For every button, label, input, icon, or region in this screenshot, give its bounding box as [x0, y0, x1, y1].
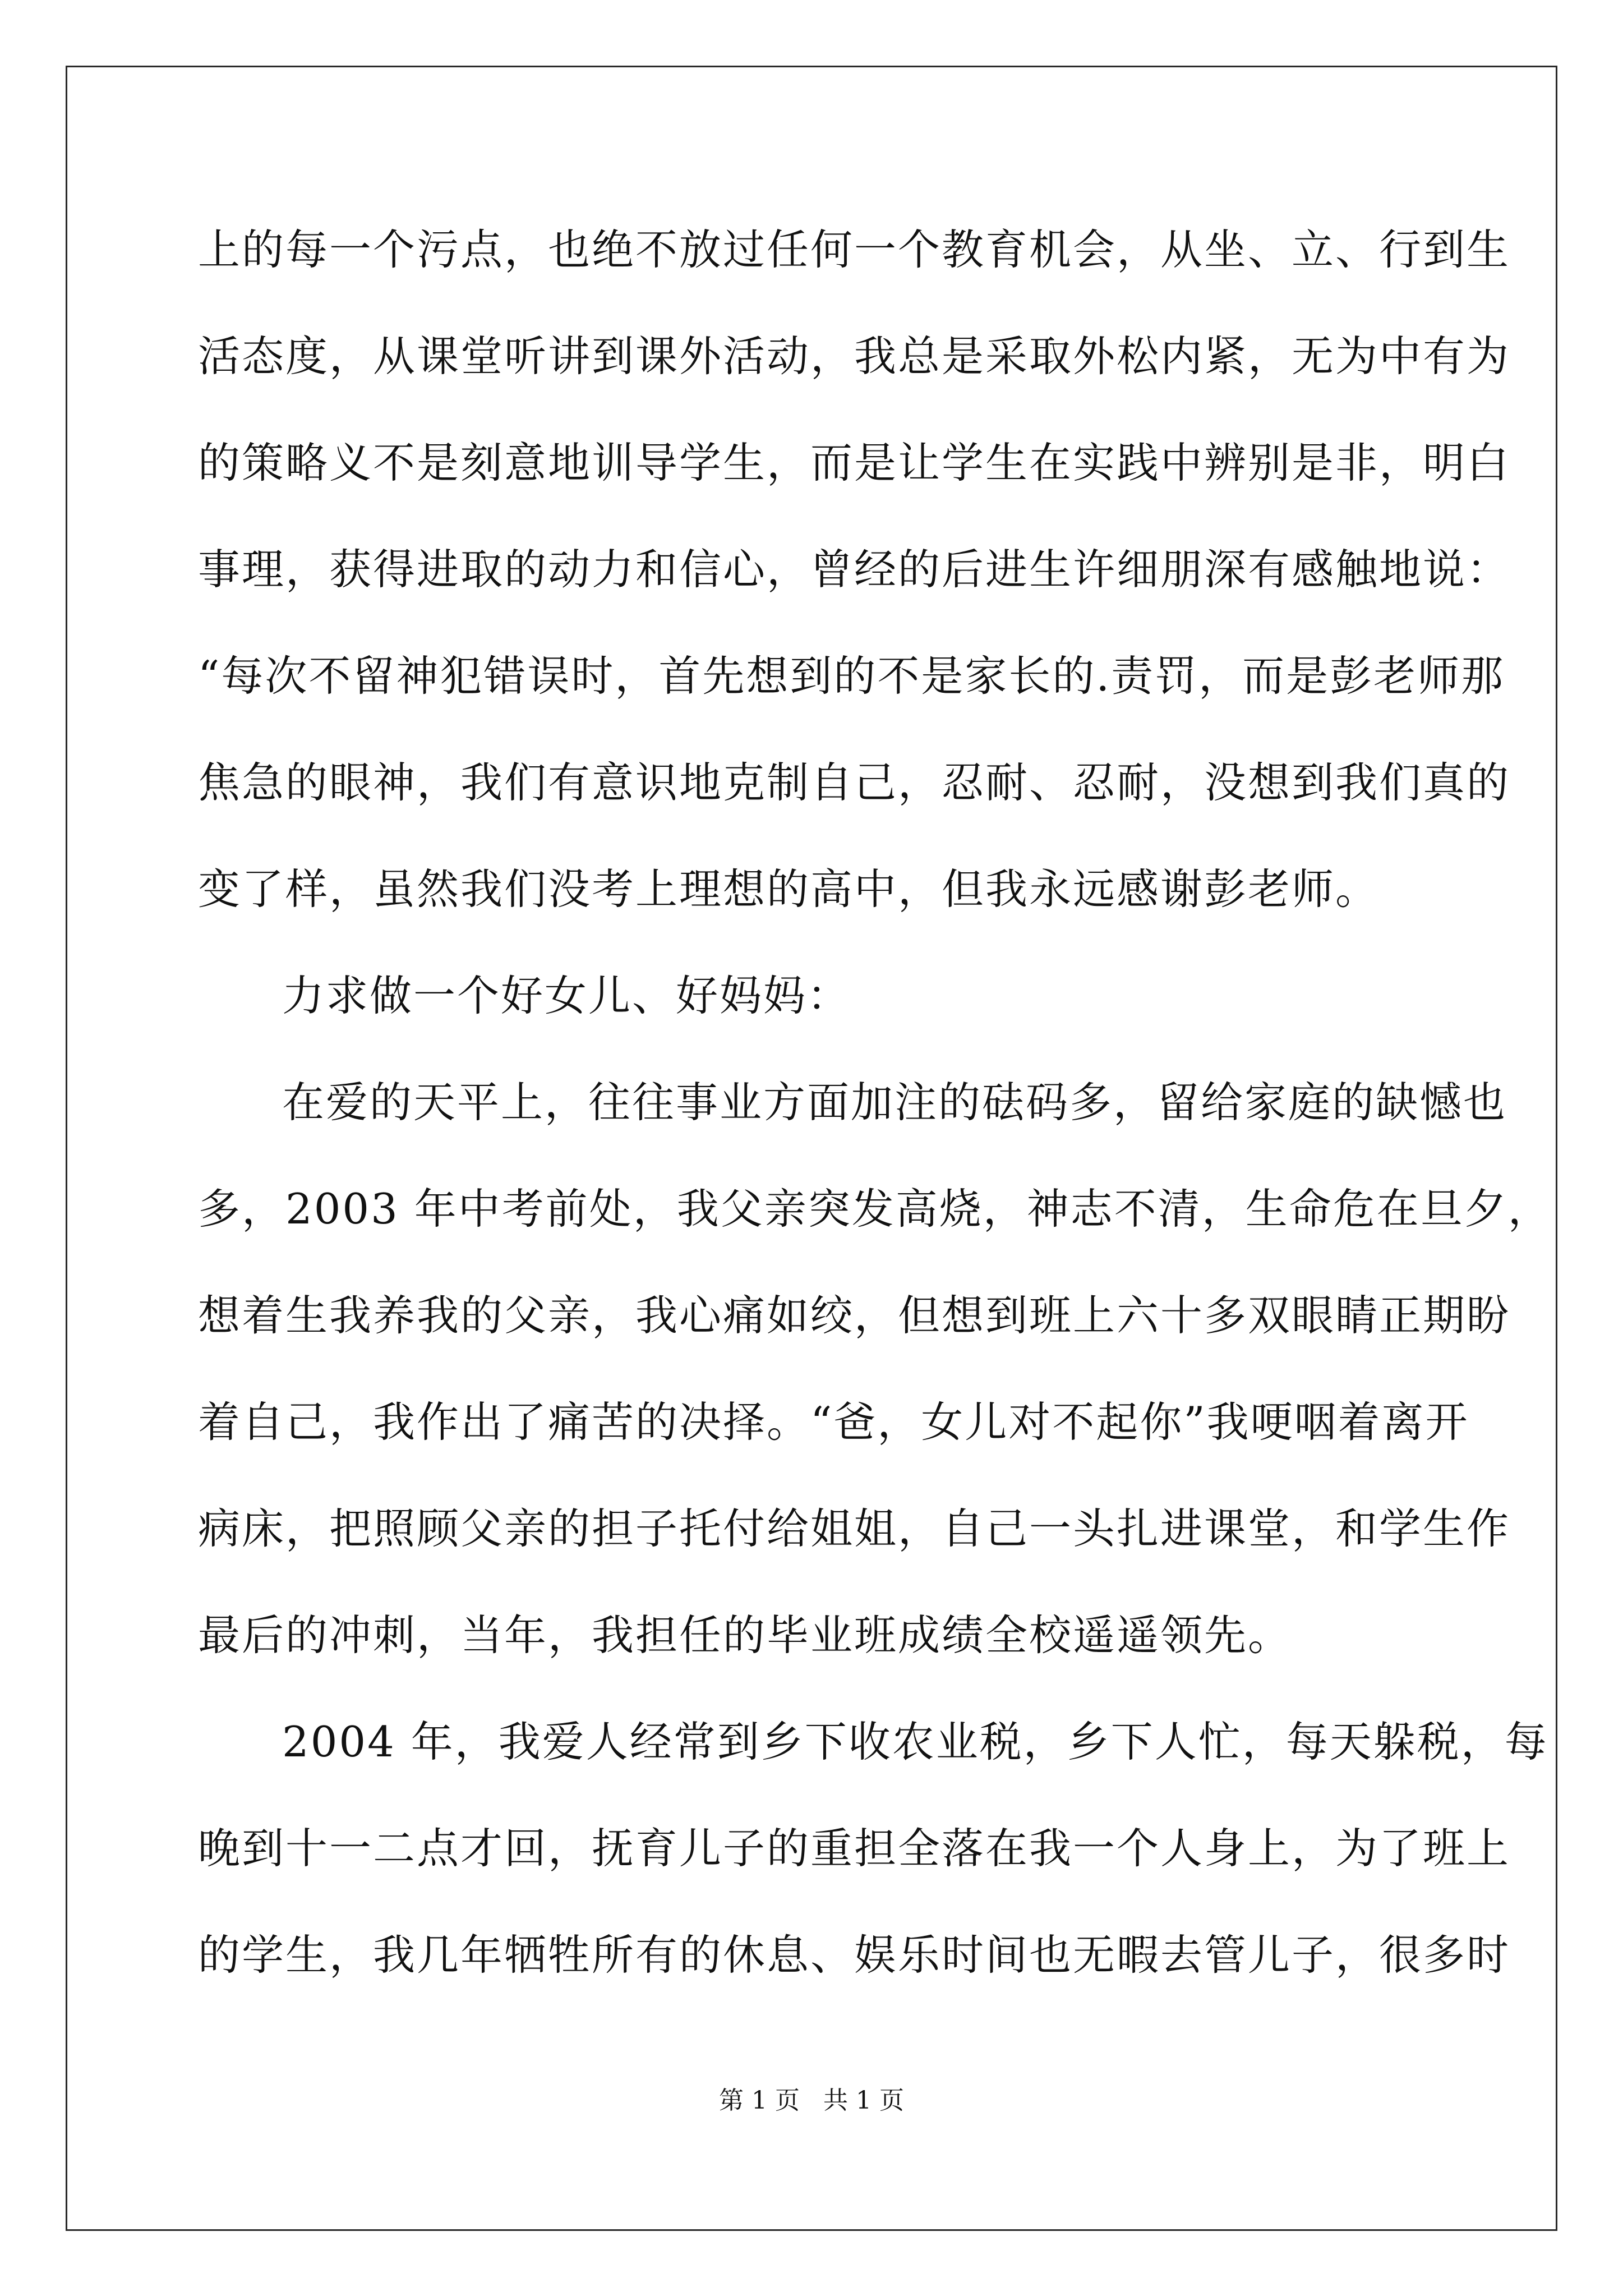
text-line: 病床，把照顾父亲的担子托付给姐姐，自己一头扎进课堂，和学生作 [198, 1504, 1511, 1553]
text-line: “每次不留神犯错误时，首先想到的不是家长的.责罚，而是彭老师那 [198, 651, 1505, 701]
page-number: 第 1 页 共 1 页 [719, 2086, 904, 2115]
text-line: 的学生，我几年牺牲所有的休息、娱乐时间也无暇去管儿子，很多时 [198, 1930, 1511, 1980]
text-line: 多，2003 年中考前处，我父亲突发高烧，神志不清，生命危在旦夕， [198, 1184, 1552, 1234]
text-line: 焦急的眼神，我们有意识地克制自己，忍耐、忍耐，没想到我们真的 [198, 758, 1511, 807]
text-line: 上的每一个污点，也绝不放过任何一个教育机会，从坐、立、行到生 [198, 225, 1511, 274]
text-line: 晚到十一二点才回，抚育儿子的重担全落在我一个人身上，为了班上 [198, 1824, 1511, 1873]
section-heading: 力求做一个好女儿、好妈妈： [282, 971, 851, 1020]
text-line: 最后的冲刺，当年，我担任的毕业班成绩全校遥遥领先。 [198, 1611, 1292, 1660]
page-border [66, 66, 1557, 2231]
text-line: 想着生我养我的父亲，我心痛如绞，但想到班上六十多双眼睛正期盼 [198, 1291, 1511, 1340]
text-line: 的策略义不是刻意地训导学生，而是让学生在实践中辨别是非，明白 [198, 438, 1511, 487]
text-line: 2004 年，我爱人经常到乡下收农业税，乡下人忙，每天躲税，每 [282, 1717, 1548, 1766]
text-line: 变了样，虽然我们没考上理想的高中，但我永远感谢彭老师。 [198, 864, 1380, 914]
text-line: 活态度，从课堂听讲到课外活动，我总是采取外松内紧，无为中有为 [198, 332, 1511, 381]
text-line: 事理，获得进取的动力和信心，曾经的后进生许细朋深有感触地说： [198, 545, 1511, 594]
text-line: 着自己，我作出了痛苦的决择。“爸，女儿对不起你”我哽咽着离开 [198, 1397, 1469, 1447]
text-line: 在爱的天平上，往往事业方面加注的砝码多，留给家庭的缺憾也 [282, 1078, 1507, 1127]
